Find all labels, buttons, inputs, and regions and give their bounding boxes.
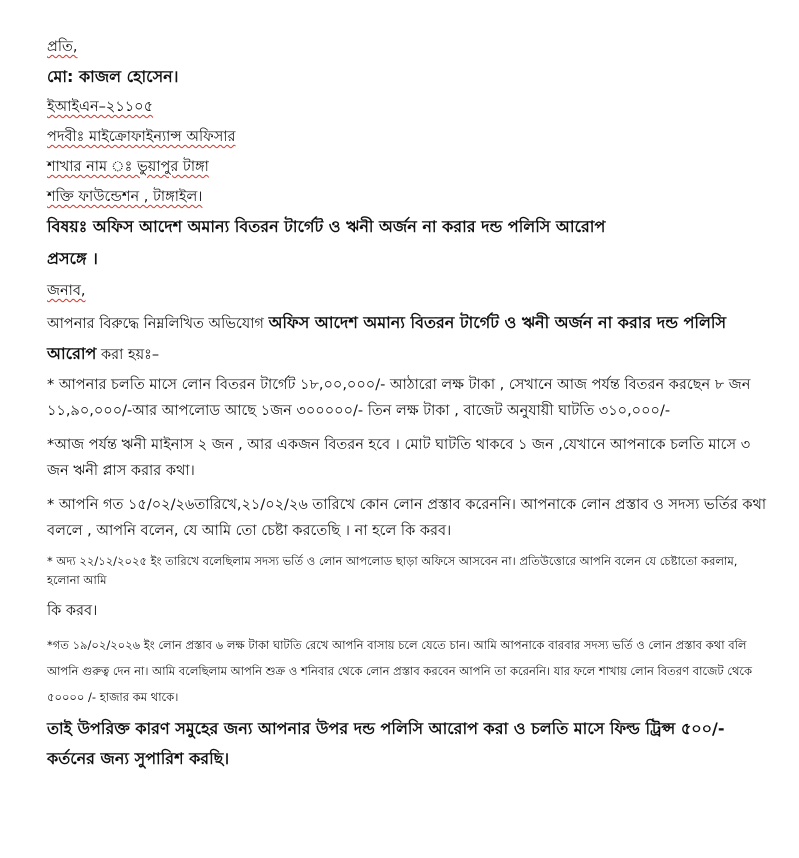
greeting: জনাব,: [47, 283, 86, 299]
subject-line: বিষয়ঃ অফিস আদেশ অমান্য বিতরন টার্গেট ও ঋনী অর্জন না করার দন্ড পলিসি আরোপ: [47, 217, 606, 236]
intro-tail-text: করা হয়ঃ–: [96, 347, 160, 363]
allegation-point-5: *গত ১৯/০২/২০২৬ ইং লোন প্রস্তাব ৬ লক্ষ টাকা ঘাটতি রেখে আপনি বাসায় চলে যেতে চান। আমি আপনাকে বারবার সদস্য ভর্তি ও লোন প্রস্তাব কথা বলি আপনি গুরুত্ব দেন না। আমি বলেছিলাম আপনি শুক্র ও শনিবার থেকে লোন প্রস্তাব করবেন আপনি তা করেননি। যার ফলে শাখায় লোন বিতরণ বাজেট থেকে ৫০০০০ /- হাজার কম থাকে।: [47, 638, 753, 704]
conclusion-paragraph: তাই উপরিক্ত কারণ সমুহের জন্য আপনার উপর দন্ড পলিসি আরোপ করা ও চলতি মাসে ফিল্ড ট্রিপ্স ৫০০/- কর্তনের জন্য সুপারিশ করছি।: [47, 719, 725, 768]
subject-line-continued: প্রসঙ্গে ।: [47, 249, 98, 268]
salutation-to: প্রতি,: [47, 39, 78, 55]
intro-plain-text: আপনার বিরুদ্ধে নিম্নলিখিত অভিযোগ: [47, 316, 269, 332]
allegation-point-2: *আজ পর্যন্ত ঋনী মাইনাস ২ জন , আর একজন বিতরন হবে । মোট ঘাটতি থাকবে ১ জন ,যেখানে আপনাকে চলতি মাসে ৩ জন ঋনী প্লাস করার কথা।: [47, 437, 751, 479]
allegation-point-4: * অদ্য ২২/১২/২০২৫ ইং তারিখে বলেছিলাম সদস্য ভর্তি ও লোন আপলোড ছাড়া অফিসে আসবেন না। প্রতিউত্তোরে আপনি বলেন যে চেষ্টাতো করলাম, হলোনা আমি: [47, 554, 738, 587]
organization-name: শক্তি ফাউন্ডেশন , টাঙ্গাইল।: [47, 189, 203, 205]
allegation-point-1: * আপনার চলতি মাসে লোন বিতরন টার্গেট ১৮,০০,০০০/- আঠারো লক্ষ টাকা , সেখানে আজ পর্যন্ত বিতরন করছেন ৮ জন ১১,৯০,০০০/-আর আপলোড আছে ১জন ৩০০০০০/- তিন লক্ষ টাকা , বাজেট অনুযায়ী ঘাটতি ৩১০,০০০/-: [47, 377, 751, 419]
branch-name: শাখার নাম ঃ ভুয়াপুর টাঙ্গা: [47, 159, 209, 175]
employee-id: ইআইএন–২১১০৫: [47, 99, 154, 115]
allegation-point-3: * আপনি গত ১৫/০২/২৬তারিখে,২১/০২/২৬ তারিখে কোন লোন প্রস্তাব করেননি। আপনাকে লোন প্রস্তাব ও সদস্য ভর্তির কথা বললে , আপনি বলেন, যে আমি তো চেষ্টা করতেছি । না হলে কি করব।: [47, 497, 767, 539]
letter-body: [47, 36, 767, 774]
recipient-name: মো: কাজল হোসেন।: [47, 67, 179, 86]
intro-bold-text: অফিস আদেশ অমান্য বিতরন টার্গেট ও ঋনী অর্জন না করার দন্ড পলিসি আরোপ: [47, 313, 727, 363]
intro-paragraph: [47, 308, 767, 370]
allegation-point-4-tail: কি করব।: [47, 603, 98, 619]
designation: পদবীঃ মাইক্রোফাইন্যান্স অফিসার: [47, 129, 236, 145]
